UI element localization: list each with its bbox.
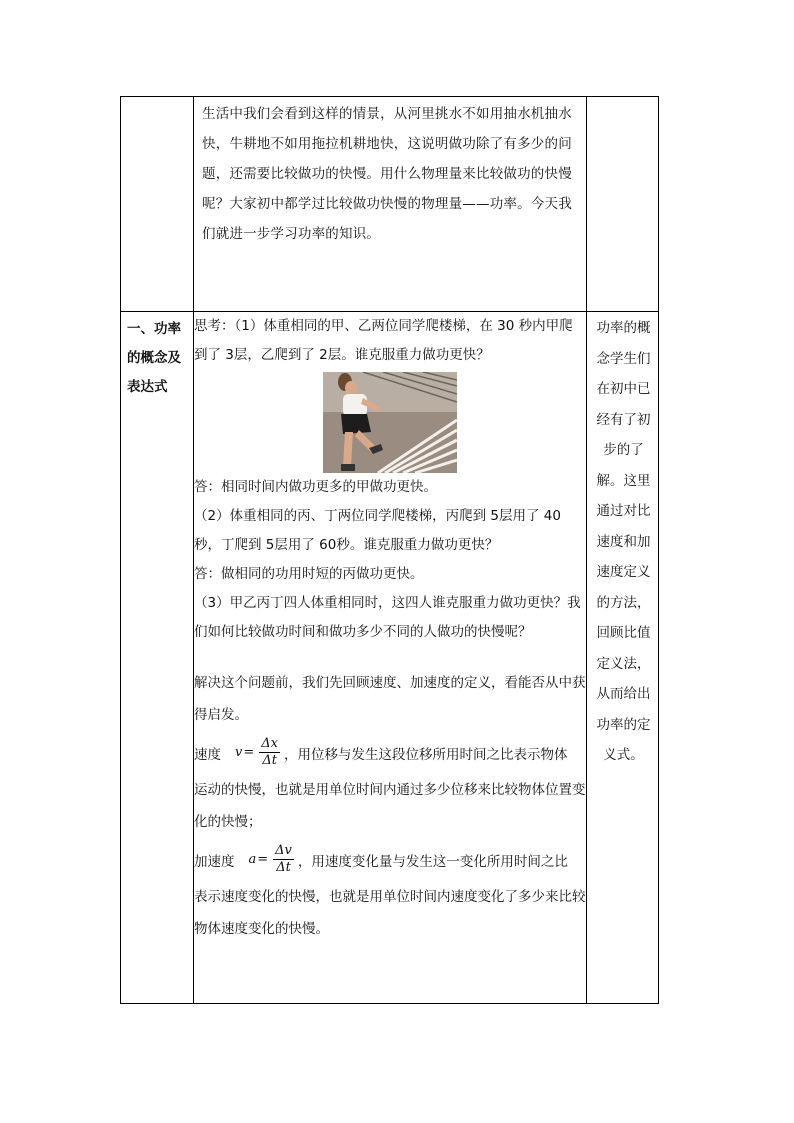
intro-paragraph: 生活中我们会看到这样的情景，从河里挑水不如用抽水机抽水快，牛耕地不如用拖拉机耕地快，这说明做功除了有多少的问题，还需要比较做功的快慢。用什么物理量来比较做功的快慢呢？大家初中都学过比较做功快慢的物理量——功率。今天我们就进一步学习功率的知识。 (202, 106, 572, 242)
teaching-note-cell (587, 312, 659, 1004)
acceleration-label: 加速度 (194, 853, 235, 870)
question-1: 思考：（1）体重相同的甲、乙两位同学爬楼梯，在 30 秒内甲爬到了 3层，乙爬到了 2层。谁克服重力做功更快？ (194, 318, 573, 363)
acceleration-numerator: Δv (275, 843, 292, 858)
velocity-numerator: Δx (261, 736, 278, 751)
teaching-note: 功率的概念学生们在初中已经有了初步的了解。这里通过对比速度和加速度定义的方法，回顾比值定义法，从而给出功率的定义式。 (596, 320, 651, 763)
velocity-formula-line (194, 731, 586, 774)
review-paragraph: 解决这个问题前，我们先回顾速度、加速度的定义，看能否从中获得启发。 (194, 675, 586, 723)
acceleration-explanation: 表示速度变化的快慢，也就是用单位时间内速度变化了多少来比较物体速度变化的快慢。 (194, 889, 586, 937)
answer-1: 答：相同时间内做功更多的甲做功更快。 (194, 479, 437, 495)
answer-2: 答：做相同的功用时短的丙做功更快。 (194, 566, 424, 582)
velocity-explanation: 运动的快慢，也就是用单位时间内通过多少位移来比较物体位置变化的快慢； (194, 782, 586, 830)
power-concept-row (121, 312, 659, 1004)
acceleration-formula-line (194, 838, 586, 881)
acceleration-description: ，用速度变化量与发生这一变化所用时间之比 (297, 853, 568, 870)
equals-sign: = (243, 745, 255, 760)
equals-sign: = (257, 852, 269, 867)
velocity-label: 速度 (194, 746, 221, 763)
velocity-description: ，用位移与发生这段位移所用时间之比表示物体 (284, 746, 568, 763)
acceleration-variable: a (248, 852, 257, 867)
velocity-fraction (259, 736, 280, 769)
velocity-denominator: Δt (262, 753, 277, 768)
stair-climbing-photo (323, 372, 457, 473)
acceleration-denominator: Δt (276, 860, 291, 875)
intro-row (121, 97, 659, 312)
intro-heading-cell (121, 97, 194, 312)
acceleration-fraction (273, 843, 294, 876)
lesson-plan-table (120, 96, 659, 1004)
section-heading: 一、功率的概念及表达式 (127, 321, 181, 395)
section-heading-cell (121, 312, 194, 1004)
intro-content-cell (194, 97, 587, 312)
section-content-cell (194, 312, 587, 1004)
question-3: （3）甲乙丙丁四人体重相同时，这四人谁克服重力做功更快？我们如何比较做功时间和做功多少不同的人做功的快慢呢？ (194, 595, 581, 640)
paragraph-gap (194, 647, 586, 667)
velocity-variable: v (235, 745, 243, 760)
question-2: （2）体重相同的丙、丁两位同学爬楼梯，丙爬到 5层用了 40 秒，丁爬到 5层用了 60秒。谁克服重力做功更快？ (194, 508, 561, 553)
stair-photo-wrap (194, 372, 586, 473)
intro-note-cell (587, 97, 659, 312)
